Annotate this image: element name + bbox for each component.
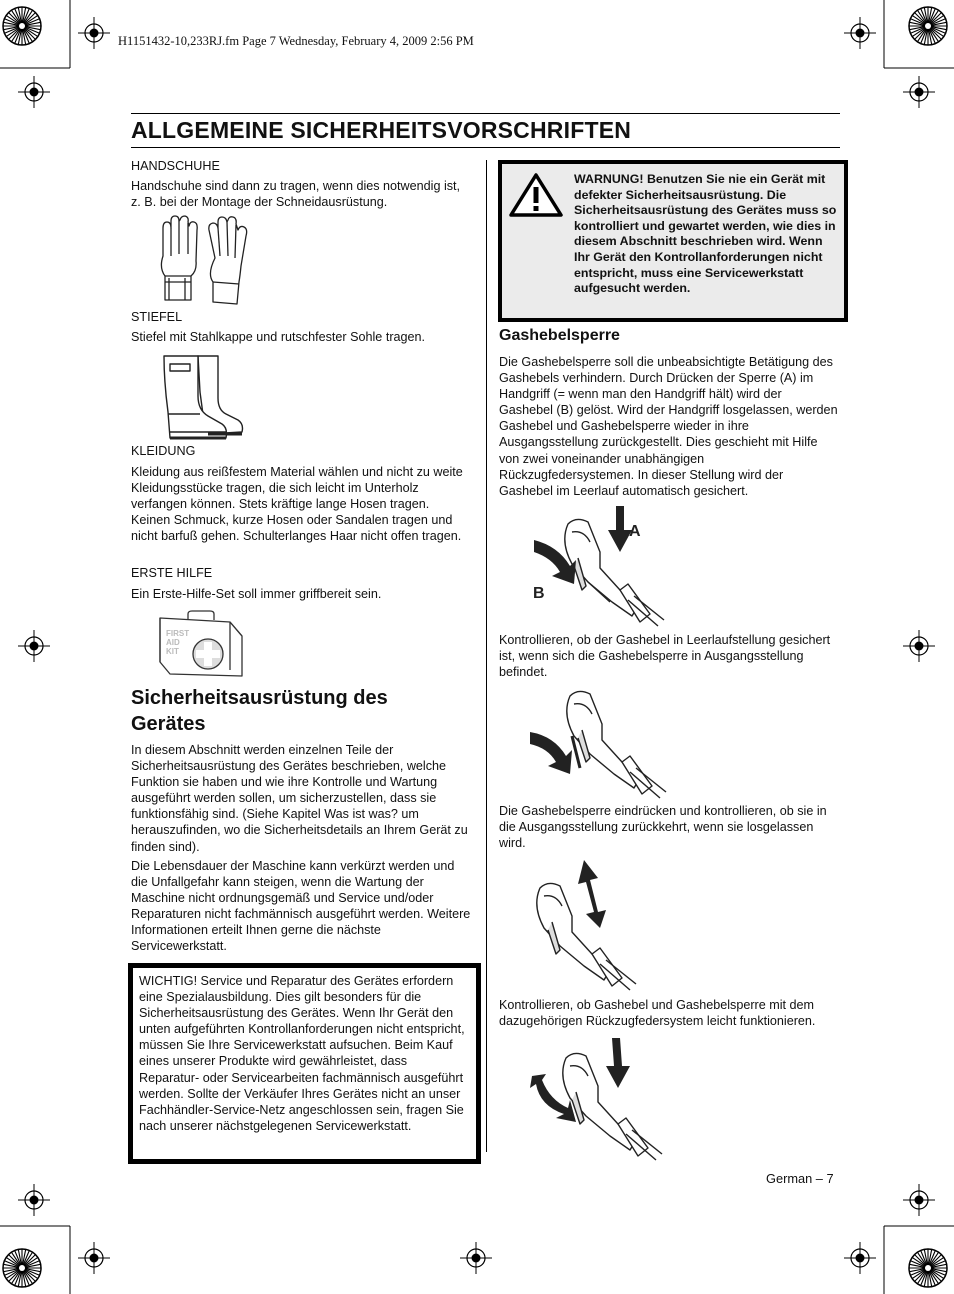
page-footer: German – 7 bbox=[766, 1171, 834, 1186]
throttle-figure-3 bbox=[528, 854, 678, 994]
kit-label-first: FIRST bbox=[166, 629, 190, 638]
check-idle-paragraph: Kontrollieren, ob der Gashebel in Leerlaufstellung gesichert ist, wenn sich die Gashebelsperre in Ausgangsstellung befindet. bbox=[499, 633, 831, 680]
warning-triangle-icon bbox=[508, 172, 564, 218]
warning-text: WARNUNG! Benutzen Sie nie ein Gerät mit defekter Sicherheitsausrüstung. Die Sicherheitsausrüstung des Gerätes muss so kontrolliert und gewartet werden, wie dies in diesem Abschnitt beschrieben wird. Wenn Ihr Gerät den Kontrollanforderungen nicht entspricht, muss eine Servicewerkstatt aufgesucht werden. bbox=[574, 172, 837, 296]
section-title: Sicherheitsausrüstung des Gerätes bbox=[131, 687, 388, 735]
throttle-figure-1 bbox=[528, 502, 678, 630]
throttle-lock-paragraph: Die Gashebelsperre soll die unbeabsichtigte Betätigung des Gashebels verhindern. Durch Drücken der Sperre (A) im Handgriff (= wenn man den Handgriff hält) wird der Gashebel (B) gelöst. Wird der Handgriff losgelassen, werden Gashebel und Gashebelsperre wieder in ihre Ausgangsstellung zurückgestellt. Dies geschieht mit Hilfe von zwei voneinander unabhängigen Rückzugfedersystemen. In dieser Stellung wird der Gashebel im Leerlauf automatisch gesichert. bbox=[499, 355, 838, 498]
clothing-text: Kleidung aus reißfestem Material wählen und nicht zu weite Kleidungsstücke tragen, die sich leicht im Unterholz verfangen können. Stets kräftige lange Hosen tragen. Keinen Schmuck, kurze Hosen oder Sandalen tragen und nicht barfuß gehen. Schulterlanges Haar nicht offen tragen. bbox=[131, 465, 463, 544]
page-title: ALLGEMEINE SICHERHEITSVORSCHRIFTEN bbox=[131, 117, 632, 143]
throttle-figure-4 bbox=[528, 1036, 678, 1166]
important-box bbox=[128, 963, 481, 1164]
gloves-text: Handschuhe sind dann zu tragen, wenn dies notwendig ist, z. B. bei der Montage der Schneidausrüstung. bbox=[131, 179, 461, 210]
first-aid-heading: ERSTE HILFE bbox=[131, 566, 213, 580]
check-spring-paragraph: Kontrollieren, ob Gashebel und Gashebelsperre mit dem dazugehörigen Rückzugfedersystem leicht funktionieren. bbox=[499, 998, 816, 1029]
title-rule-top bbox=[131, 113, 840, 114]
gloves-heading: HANDSCHUHE bbox=[131, 159, 220, 173]
warning-box bbox=[498, 160, 848, 322]
gloves-icon bbox=[155, 216, 255, 308]
kit-label-aid: AID bbox=[166, 638, 180, 647]
throttle-figure-2 bbox=[528, 684, 678, 802]
throttle-lock-heading: Gashebelsperre bbox=[499, 327, 620, 344]
arrow-down-icon-2 bbox=[606, 1038, 630, 1088]
clothing-heading: KLEIDUNG bbox=[131, 444, 196, 458]
label-a: A bbox=[629, 523, 641, 540]
arrow-updown-icon bbox=[578, 860, 606, 928]
first-aid-kit-icon bbox=[158, 610, 248, 680]
arrow-curve-icon-2 bbox=[530, 732, 572, 774]
boots-icon bbox=[160, 352, 250, 444]
important-text: WICHTIG! Service und Reparatur des Gerätes erfordern eine Spezialausbildung. Dies gilt besonders für die Sicherheitsausrüstung des Gerätes. Wenn Ihr Gerät den unten aufgeführten Kontrollanforderungen nicht entspricht, müssen Sie Ihre Servicewerkstatt aufsuchen. Beim Kauf eines unserer Produkte wird gewährleistet, dass Reparatur- oder Servicearbeiten fachmännisch ausgeführt werden. Sollte der Verkäufer Ihres Gerätes nicht an unser Fachhändler-Service-Netz angeschlossen sein, fragen Sie nach unserer nächstgelegenen Servicewerkstatt. bbox=[139, 974, 465, 1133]
file-info-header: H1151432-10,233RJ.fm Page 7 Wednesday, February 4, 2009 2:56 PM bbox=[118, 34, 474, 48]
kit-label-kit: KIT bbox=[166, 647, 179, 656]
column-divider bbox=[486, 160, 487, 1152]
equipment-lifetime-paragraph: Die Lebensdauer der Maschine kann verkürzt werden und die Unfallgefahr kann steigen, wenn die Wartung der Maschine nicht ordnungsgemäß und Service und/oder Reparaturen nicht fachmännisch ausgeführt werden. Weitere Informationen erteilt Ihnen gerne die nächste Servicewerkstatt. bbox=[131, 859, 471, 954]
boots-heading: STIEFEL bbox=[131, 310, 183, 324]
equipment-intro-paragraph: In diesem Abschnitt werden einzelnen Teile der Sicherheitsausrüstung des Gerätes beschrieben, welche Funktion sie haben und wie ihre Kontrolle und Wartung ausgeführt werden sollen, um sicherzustellen, dass sie funktionsfähig sind. (Siehe Kapitel Was ist was? um herauszufinden, wo die Sicherheitsdetails an Ihrem Gerät zu finden sind). bbox=[131, 743, 468, 854]
press-lock-paragraph: Die Gashebelsperre eindrücken und kontrollieren, ob sie in die Ausgangsstellung zurückkehrt, wenn sie losgelassen wird. bbox=[499, 804, 827, 851]
label-b: B bbox=[533, 585, 545, 602]
title-rule-bottom bbox=[131, 147, 840, 148]
first-aid-text: Ein Erste-Hilfe-Set soll immer griffbereit sein. bbox=[131, 587, 382, 601]
boots-text: Stiefel mit Stahlkappe und rutschfester Sohle tragen. bbox=[131, 330, 426, 344]
